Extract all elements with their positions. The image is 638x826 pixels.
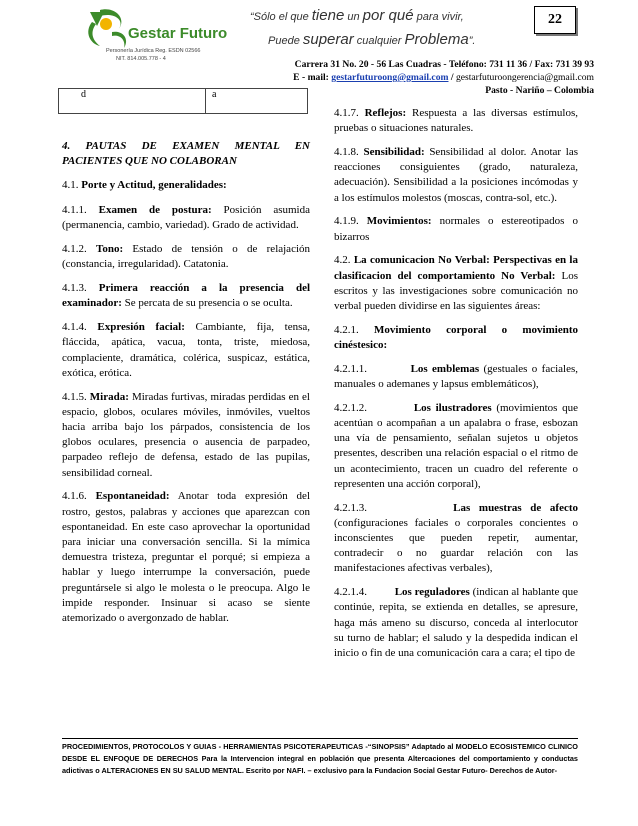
page-number: 22 — [534, 6, 576, 34]
section-4-2-1: 4.2.1. Movimiento corporal o movimiento cinéstesico: — [334, 323, 578, 352]
section-4-2-1-4: 4.2.1.4. Los reguladores (indican al hablante que continúe, repita, se extienda en detalles, se apresure, haga más ameno su discurso, conceda al interlocutor su turno de hablar; el saludo y la despedida indican el inicio o fin de una comunicación cara a cara; el tipo de — [334, 586, 578, 660]
table-cell: a — [206, 89, 308, 114]
section-4-1-3: 4.1.3. Primera reacción a la presencia del examinador: Se percata de su presencia o se oculta. — [62, 282, 311, 310]
slogan-line-2: Puede superar cualquier Problema”. — [268, 31, 476, 48]
footer-divider — [62, 738, 578, 739]
email-link-1[interactable]: gestarfuturoong@gmail.com — [331, 72, 449, 83]
section-4-2-1-2: 4.2.1.2. Los ilustradores (movimientos que acentúan o acompañan a un apalabra o frase, esbozan una vía de pensamiento, señalan sujetos u objetos presentes, describen una relación espacial o el ritmo de un acontecimiento, tracen un cuadro del referente o representen una acción corporal), — [334, 401, 579, 490]
footer-text: PROCEDIMIENTOS, PROTOCOLOS Y GUIAS - HERRAMIENTAS PSICOTERAPEUTICAS -“SINOPSIS” Adaptado al MODELO ECOSISTEMICO CLINICO DESDE EL ENFOQUE DE DERECHOS Para la Intervencion integral en población que presenta Altercaciones del comportamiento y conductas adictivas o ALTERACIONES EN SU SALUD MENTAL. Escrito por NAFI. – exclusivo para la Fundacion Social Gestar Futuro- Derechos de Autor- — [62, 742, 578, 775]
section-4-1-9: 4.1.9. Movimientos: normales o estereotipados o bizarros — [334, 215, 578, 243]
section-4-1-1: 4.1.1. Examen de postura: Posición asumida (permanencia, cambio, variedad). Grado de actividad. — [62, 204, 310, 232]
table-cell: d — [59, 89, 206, 114]
section-4-1-4: 4.1.4. Expresión facial: Cambiante, fija, tensa, fláccida, apática, vacua, tonta, triste, miedosa, complaciente, dramática, colérica, suspicaz, estática, exótica, erótica. — [62, 321, 310, 379]
logo-subtext-1: Personería Jurídica Reg. ESDN 02566 — [106, 48, 201, 54]
left-column — [62, 139, 310, 635]
section-heading-4: 4. PAUTAS DE EXAMEN MENTAL EN PACIENTES QUE NO COLABORAN — [62, 140, 310, 168]
section-4-1-8: 4.1.8. Sensibilidad: Sensibilidad al dolor. Anotar las reacciones consiguientes (grado, naturaleza, adecuación). Sensibilidad a la posiciones incómodas y a los estímulos molestos (moscas, contra-sol, etc.). — [334, 146, 578, 204]
gestar-futuro-logo — [84, 8, 260, 66]
email-2: gestarfuturoongerencia@gmail.com — [455, 72, 594, 83]
right-column — [334, 106, 578, 670]
slogan-line-1: “Sólo el que tiene un por qué para vivir, — [250, 7, 464, 24]
table-row — [59, 89, 308, 114]
contact-city: Pasto - Nariño – Colombia — [485, 85, 594, 96]
section-4-2-1-1: 4.2.1.1. Los emblemas (gestuales o faciales, manuales o ademanes y lapsus emblemáticos), — [334, 362, 579, 391]
logo-subtext-2: NIT. 814.005.778 - 4 — [116, 56, 166, 62]
logo-name: Gestar Futuro — [128, 25, 228, 42]
section-4-1-5: 4.1.5. Mirada: Miradas furtivas, miradas perdidas en el espacio, globos, oculares móviles, inmóviles, vueltos hacia arriba bajo los párpados, consistencia de los globos oculares, presencia o ausencia de parpadeo, parpadeo reflejo de defensa, estado de las pupilas, sensibilidad corneal. — [62, 390, 310, 479]
section-4-2-1-3: 4.2.1.3. Las muestras de afecto (configuraciones faciales o corporales concientes o inconscientes que pueden repetir, aumentar, contradecir o no guardar relación con las manifestaciones afectivas verbales), — [334, 501, 579, 575]
section-4-2: 4.2. La comunicacion No Verbal: Perspectivas en la clasificacion del comportamiento No Verbal: Los escritos y las investigaciones sobre comunicación no verbal pueden dividirse en las siguientes áreas: — [334, 254, 578, 313]
contact-emails: E - mail: gestarfuturoong@gmail.com / gestarfuturoongerencia@gmail.com — [293, 72, 594, 83]
section-4-1-6: 4.1.6. Espontaneidad: Anotar toda expresión del rostro, gestos, palabras y acciones que aparezcan con espontaneidad. En este caso aprovechar la oportunidad para iniciar una conversación sencilla. Si la mímica demuestra tristeza, preguntar el porqué; si empieza a hablar y luego interrumpe la conversación, puede preguntársele si algo le molesta o le preocupa. Algo le impide responder. Insinuar si acaso se siente atemorizado o avergonzado de hablar. — [62, 490, 310, 625]
contact-address: Carrera 31 No. 20 - 56 Las Cuadras - Teléfono: 731 11 36 / Fax: 731 39 93 — [294, 59, 594, 70]
slogan — [250, 4, 550, 58]
table-fragment — [58, 88, 308, 114]
section-4-1-7: 4.1.7. Reflejos: Respuesta a las diversas estímulos, pruebas o situaciones naturales. — [334, 107, 579, 135]
section-4-1-2: 4.1.2. Tono: Estado de tensión o de relajación (constancia, irregularidad). Catatonia. — [62, 243, 311, 271]
contact-block — [293, 58, 594, 97]
section-4-1: 4.1. Porte y Actitud, generalidades: — [62, 179, 227, 191]
